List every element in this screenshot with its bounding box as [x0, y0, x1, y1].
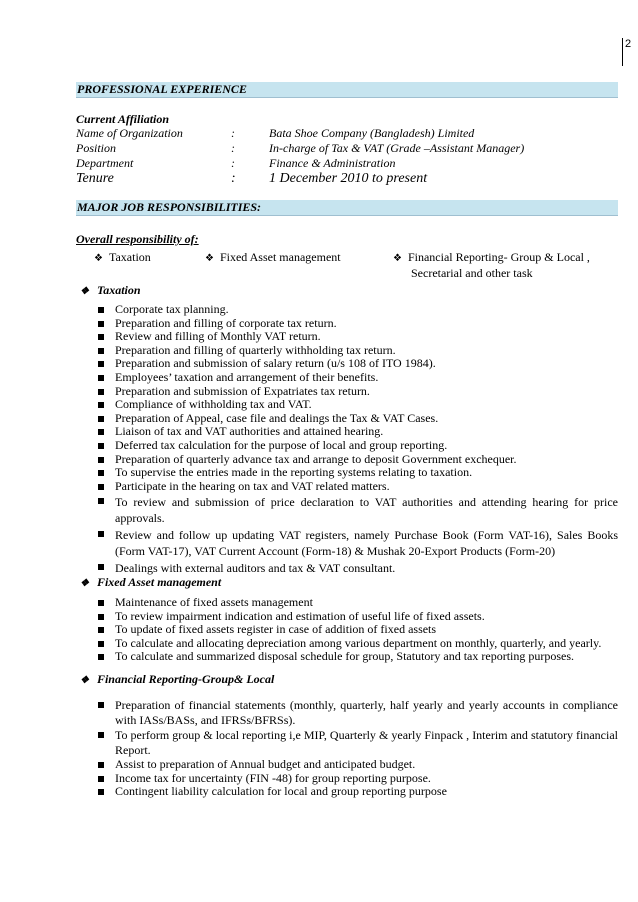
affiliation-value: Bata Shoe Company (Bangladesh) Limited	[269, 126, 475, 140]
square-bullet-icon	[98, 627, 104, 633]
square-bullet-icon	[98, 321, 104, 327]
list-item: Deferred tax calculation for the purpose of local and group reporting.	[98, 439, 618, 453]
current-affiliation-title: Current Affiliation	[76, 112, 170, 126]
square-bullet-icon	[98, 531, 104, 537]
financial-reporting-task-list	[98, 698, 618, 799]
affiliation-label: Tenure	[76, 171, 114, 186]
list-item: Review and follow up updating VAT registers, namely Purchase Book (Form VAT-16), Sales Books (Form VAT-17), VAT Current Account (Form-18) & Mushak 20-Export Products (Form-20)	[98, 527, 618, 559]
square-bullet-icon	[98, 470, 104, 476]
square-bullet-icon	[98, 641, 104, 647]
overall-area-financial-reporting	[393, 250, 618, 280]
taxation-task-list	[98, 303, 618, 576]
affiliation-label: Name of Organization	[76, 126, 183, 140]
square-bullet-icon	[98, 789, 104, 795]
list-item: Compliance of withholding tax and VAT.	[98, 398, 618, 412]
list-item: Employees’ taxation and arrangement of their benefits.	[98, 371, 618, 385]
list-item: Preparation of financial statements (monthly, quarterly, half yearly and yearly accounts in compliance with IASs/BASs, and IFRSs/BFRSs).	[98, 698, 618, 728]
list-item: Preparation and submission of Expatriates tax return.	[98, 385, 618, 399]
list-item: Preparation of Appeal, case file and dealings the Tax & VAT Cases.	[98, 412, 618, 426]
affiliation-label: Department	[76, 156, 134, 170]
square-bullet-icon	[98, 389, 104, 395]
group-title: Fixed Asset management	[96, 575, 222, 589]
affiliation-colon: :	[231, 126, 235, 140]
overall-area-fixed-asset	[205, 250, 341, 266]
list-item: To calculate and summarized disposal schedule for group, Statutory and tax reporting purposes.	[98, 650, 618, 664]
square-bullet-icon	[98, 762, 104, 768]
list-item: Participate in the hearing on tax and VAT related matters.	[98, 480, 618, 494]
page-number: 2	[625, 38, 632, 50]
list-item: To supervise the entries made in the reporting systems relating to taxation.	[98, 466, 618, 480]
list-item: Maintenance of fixed assets management	[98, 596, 618, 610]
overall-responsibility-title: Overall responsibility of:	[76, 232, 199, 246]
square-bullet-icon	[98, 614, 104, 620]
list-item: Income tax for uncertainty (FIN -48) for group reporting purpose.	[98, 772, 618, 786]
section-title: MAJOR JOB RESPONSIBILITIES:	[77, 200, 262, 214]
list-item: Preparation and filling of quarterly withholding tax return.	[98, 344, 618, 358]
square-bullet-icon	[98, 457, 104, 463]
square-bullet-icon	[98, 498, 104, 504]
affiliation-colon: :	[231, 171, 236, 186]
group-title: Financial Reporting-Group& Local	[96, 672, 275, 686]
list-item: Review and filling of Monthly VAT return.	[98, 330, 618, 344]
section-professional-experience	[76, 82, 618, 98]
square-bullet-icon	[98, 402, 104, 408]
list-item: To update of fixed assets register in case of addition of fixed assets	[98, 623, 618, 637]
list-item: Liaison of tax and VAT authorities and attained hearing.	[98, 425, 618, 439]
fixed-asset-task-list	[98, 596, 618, 664]
square-bullet-icon	[98, 429, 104, 435]
affiliation-value: In-charge of Tax & VAT (Grade –Assistant Manager)	[269, 141, 525, 155]
square-bullet-icon	[98, 654, 104, 660]
affiliation-colon: :	[231, 141, 235, 155]
group-title-financial-reporting	[80, 672, 274, 687]
section-major-responsibilities	[76, 200, 618, 216]
square-bullet-icon	[98, 564, 104, 570]
list-item: To review impairment indication and estimation of useful life of fixed assets.	[98, 610, 618, 624]
list-item: To calculate and allocating depreciation among various department on monthly, quarterly, and yearly.	[98, 637, 618, 651]
list-item: Assist to preparation of Annual budget and anticipated budget.	[98, 758, 618, 772]
area-label-continued: Secretarial and other task	[411, 266, 533, 280]
square-bullet-icon	[98, 334, 104, 340]
affiliation-label: Position	[76, 141, 117, 155]
list-item: Dealings with external auditors and tax & VAT consultant.	[98, 560, 618, 576]
square-bullet-icon	[98, 361, 104, 367]
area-label: Fixed Asset management	[219, 250, 341, 264]
overall-area-taxation	[94, 250, 151, 266]
diamond-bullet-icon: ❖	[80, 578, 89, 589]
affiliation-colon: :	[231, 156, 235, 170]
square-bullet-icon	[98, 732, 104, 738]
diamond-bullet-icon: ❖	[205, 253, 214, 264]
page-number-rule	[622, 38, 623, 66]
square-bullet-icon	[98, 416, 104, 422]
list-item: Contingent liability calculation for local and group reporting purpose	[98, 785, 618, 799]
list-item: Preparation and submission of salary return (u/s 108 of ITO 1984).	[98, 357, 618, 371]
group-title: Taxation	[96, 283, 141, 297]
affiliation-value: 1 December 2010 to present	[269, 171, 428, 186]
square-bullet-icon	[98, 307, 104, 313]
affiliation-value: Finance & Administration	[269, 156, 396, 170]
diamond-bullet-icon: ❖	[94, 253, 103, 264]
diamond-bullet-icon: ❖	[393, 253, 402, 264]
square-bullet-icon	[98, 776, 104, 782]
square-bullet-icon	[98, 600, 104, 606]
list-item: To review and submission of price declaration to VAT authorities and attending hearing for price approvals.	[98, 494, 618, 526]
list-item: To perform group & local reporting i,e MIP, Quarterly & yearly Finpack , Interim and statutory financial Report.	[98, 728, 618, 758]
square-bullet-icon	[98, 484, 104, 490]
square-bullet-icon	[98, 375, 104, 381]
list-item: Corporate tax planning.	[98, 303, 618, 317]
list-item: Preparation and filling of corporate tax return.	[98, 317, 618, 331]
square-bullet-icon	[98, 443, 104, 449]
square-bullet-icon	[98, 348, 104, 354]
area-label: Financial Reporting- Group & Local ,	[407, 250, 590, 264]
list-item: Preparation of quarterly advance tax and arrange to deposit Government exchequer.	[98, 453, 618, 467]
group-title-taxation	[80, 283, 141, 298]
diamond-bullet-icon: ❖	[80, 675, 89, 686]
area-label: Taxation	[108, 250, 151, 264]
section-title: PROFESSIONAL EXPERIENCE	[77, 82, 247, 96]
group-title-fixed-asset	[80, 575, 221, 590]
diamond-bullet-icon: ❖	[80, 286, 89, 297]
square-bullet-icon	[98, 702, 104, 708]
